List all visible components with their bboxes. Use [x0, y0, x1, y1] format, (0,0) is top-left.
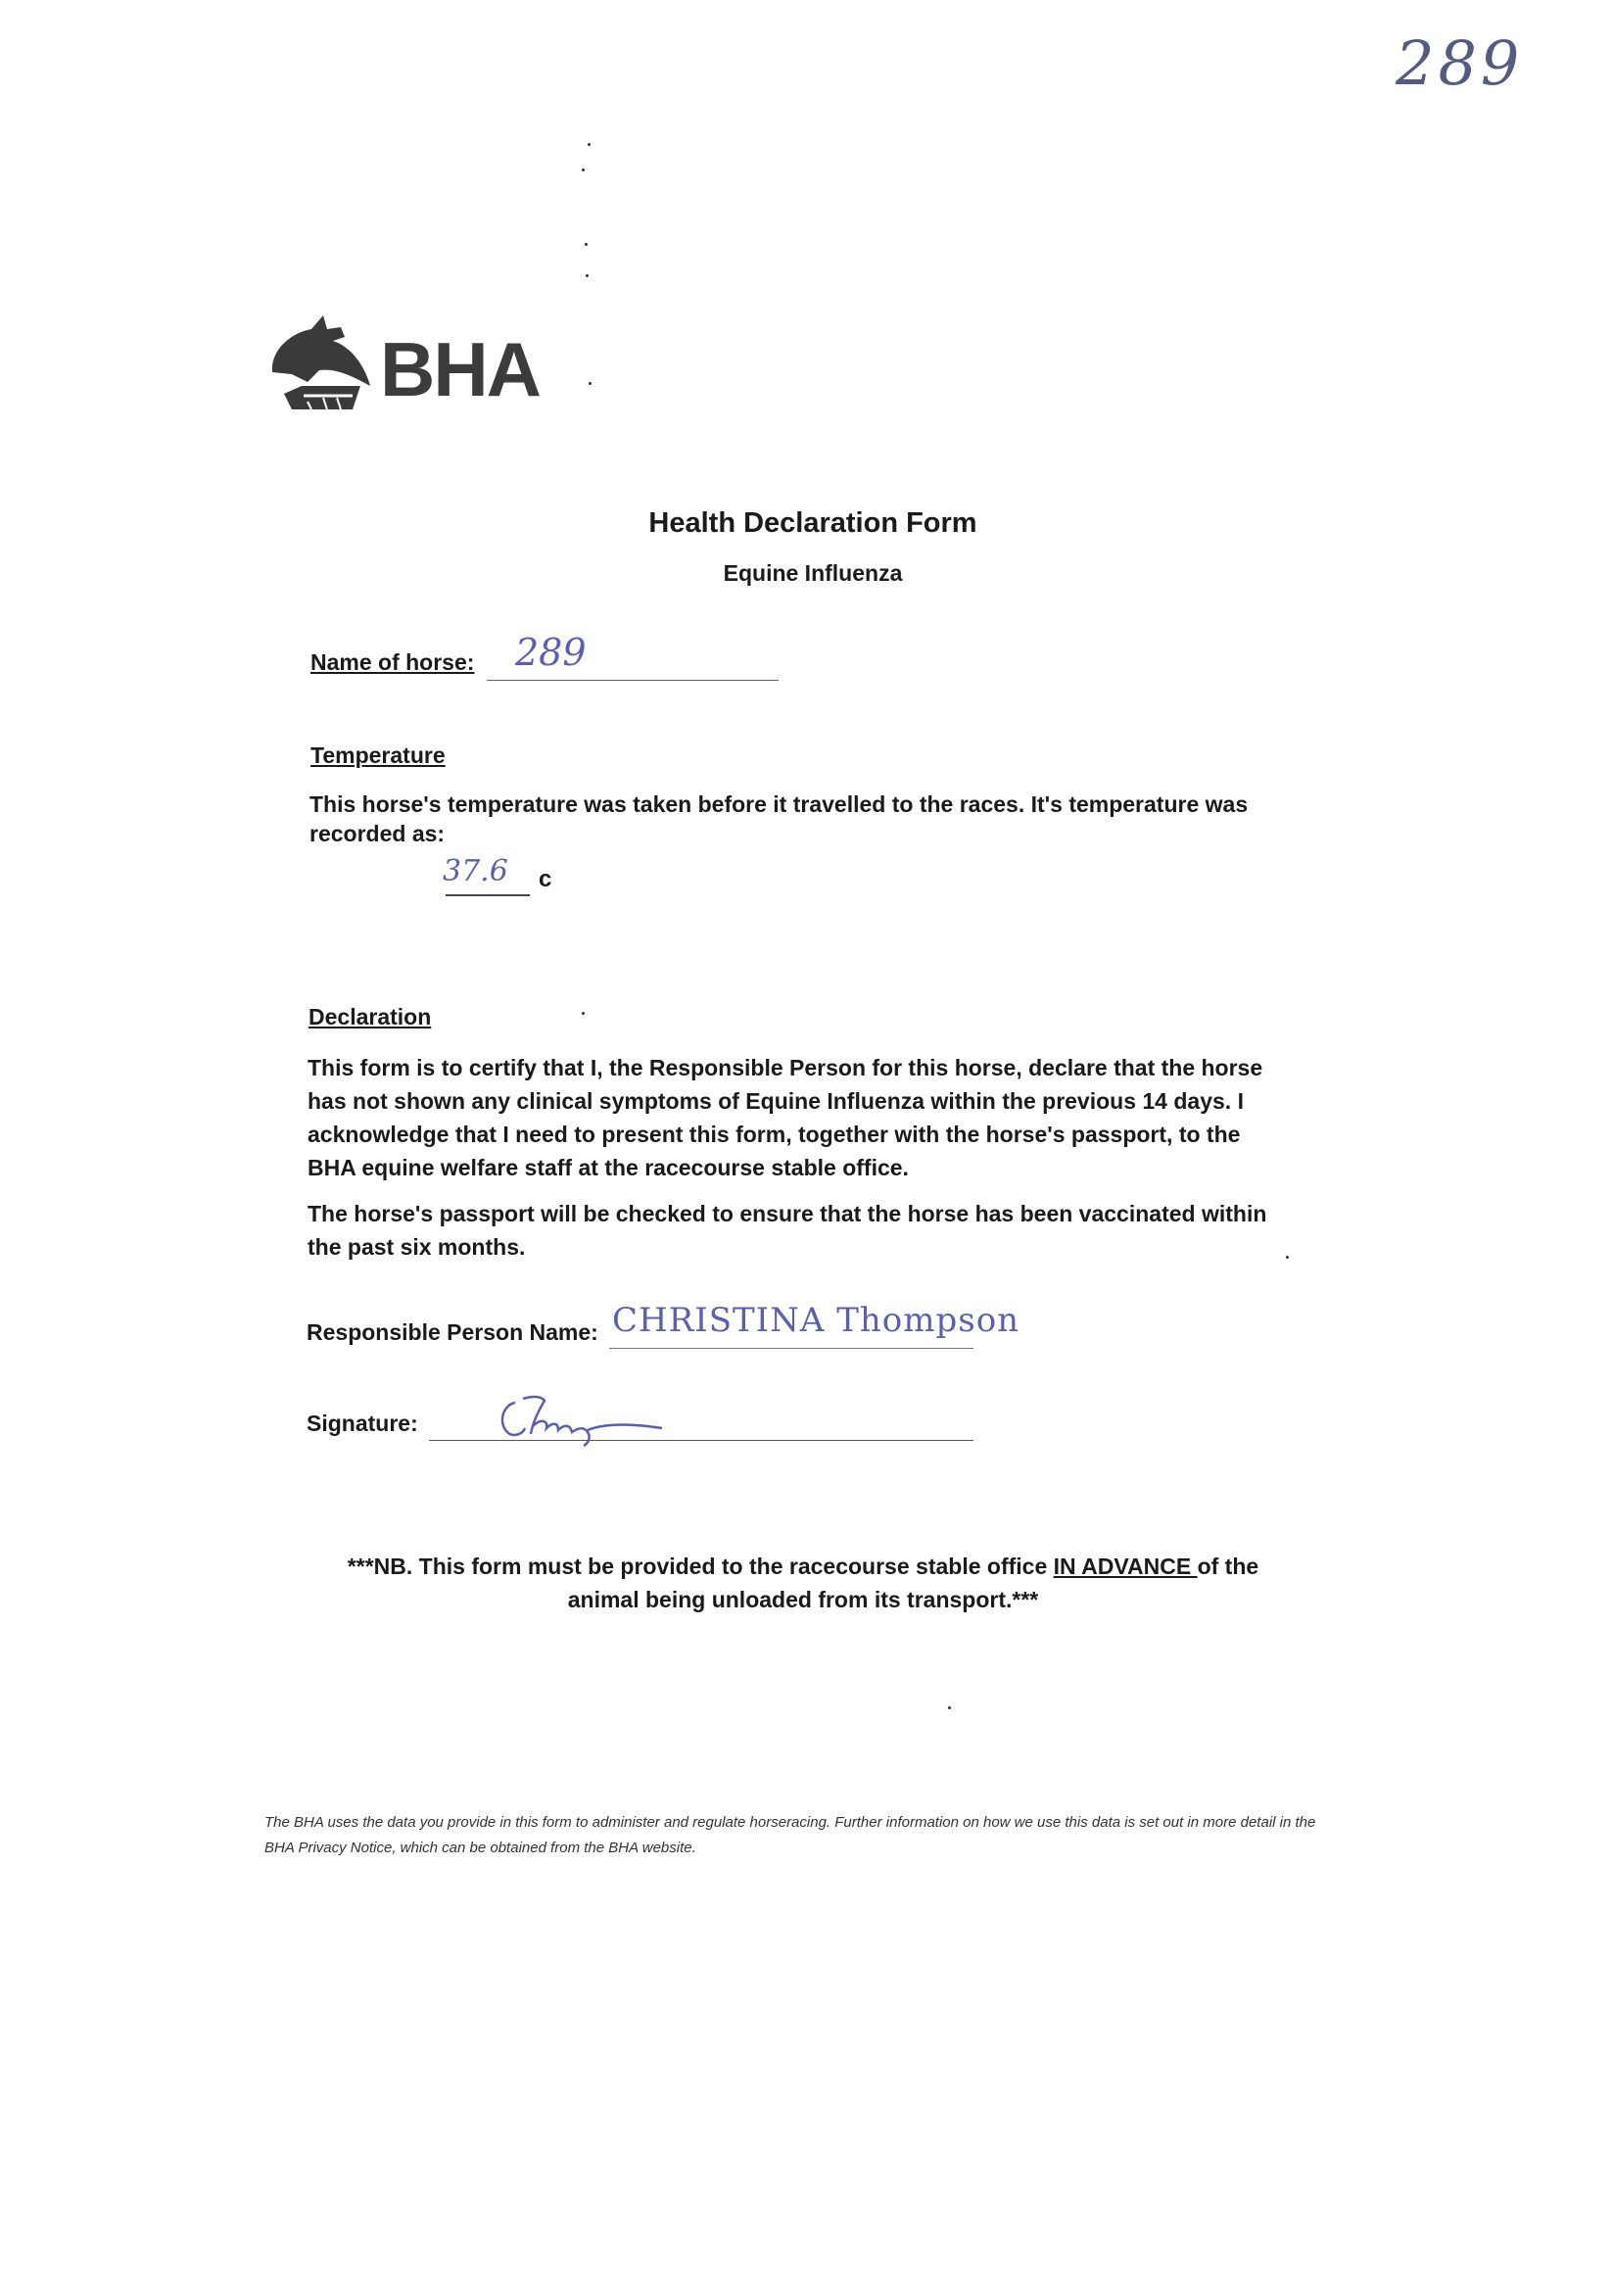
scan-speck	[588, 143, 591, 146]
declaration-paragraph-2: The horse's passport will be checked to ensure that the horse has been vaccinated within the past six months.	[308, 1201, 1267, 1260]
temperature-unit: c	[539, 866, 552, 892]
scan-speck	[582, 1012, 585, 1015]
scan-speck	[948, 1706, 951, 1709]
horse-name-label: Name of horse:	[310, 649, 475, 675]
signature-scribble	[490, 1389, 686, 1450]
horse-name-value: 289	[515, 631, 587, 674]
responsible-person-line	[609, 1348, 973, 1349]
scan-speck	[589, 382, 592, 385]
declaration-paragraph-1: This form is to certify that I, the Responsible Person for this horse, declare that the horse has not shown any clinical symptoms of Equine Influenza within the previous 14 days. I acknowledge that I need to present this form, together with the horse's passport, to the BHA equine welfare staff at the racecourse stable office.	[308, 1055, 1263, 1180]
temperature-underline	[446, 894, 530, 896]
notice-suffix: of the animal being unloaded from its transport.***	[567, 1554, 1259, 1612]
bha-logo	[262, 311, 556, 419]
notice-prefix: ***NB. This form must be provided to the racecourse stable office	[347, 1554, 1054, 1579]
advance-notice	[313, 1550, 1293, 1616]
horse-name-line	[487, 680, 779, 681]
handwritten-page-number: 289	[1396, 27, 1524, 99]
temperature-value: 37.6	[443, 854, 508, 888]
scan-speck	[586, 274, 589, 277]
responsible-person-label: Responsible Person Name:	[307, 1319, 598, 1345]
logo-text: BHA	[380, 326, 540, 412]
temperature-text: This horse's temperature was taken before it travelled to the races. It's temperature was recorded as:	[309, 791, 1249, 846]
scan-speck	[1286, 1256, 1289, 1259]
scan-speck	[582, 168, 585, 171]
form-subtitle: Equine Influenza	[723, 560, 903, 586]
privacy-note: The BHA uses the data you provide in this form to administer and regulate horseracing. Further information on how we use this data is set out in more detail in the BHA Privacy Notice, which can be obtained from the BHA website.	[264, 1814, 1316, 1856]
horse-head-icon	[262, 311, 380, 419]
notice-emphasis: IN ADVANCE	[1053, 1554, 1198, 1579]
signature-label: Signature:	[307, 1411, 418, 1436]
form-title: Health Declaration Form	[648, 507, 977, 539]
scan-speck	[585, 243, 588, 246]
responsible-person-value: CHRISTINA Thompson	[612, 1301, 1020, 1340]
declaration-heading: Declaration	[308, 1004, 432, 1029]
temperature-heading: Temperature	[310, 742, 446, 768]
